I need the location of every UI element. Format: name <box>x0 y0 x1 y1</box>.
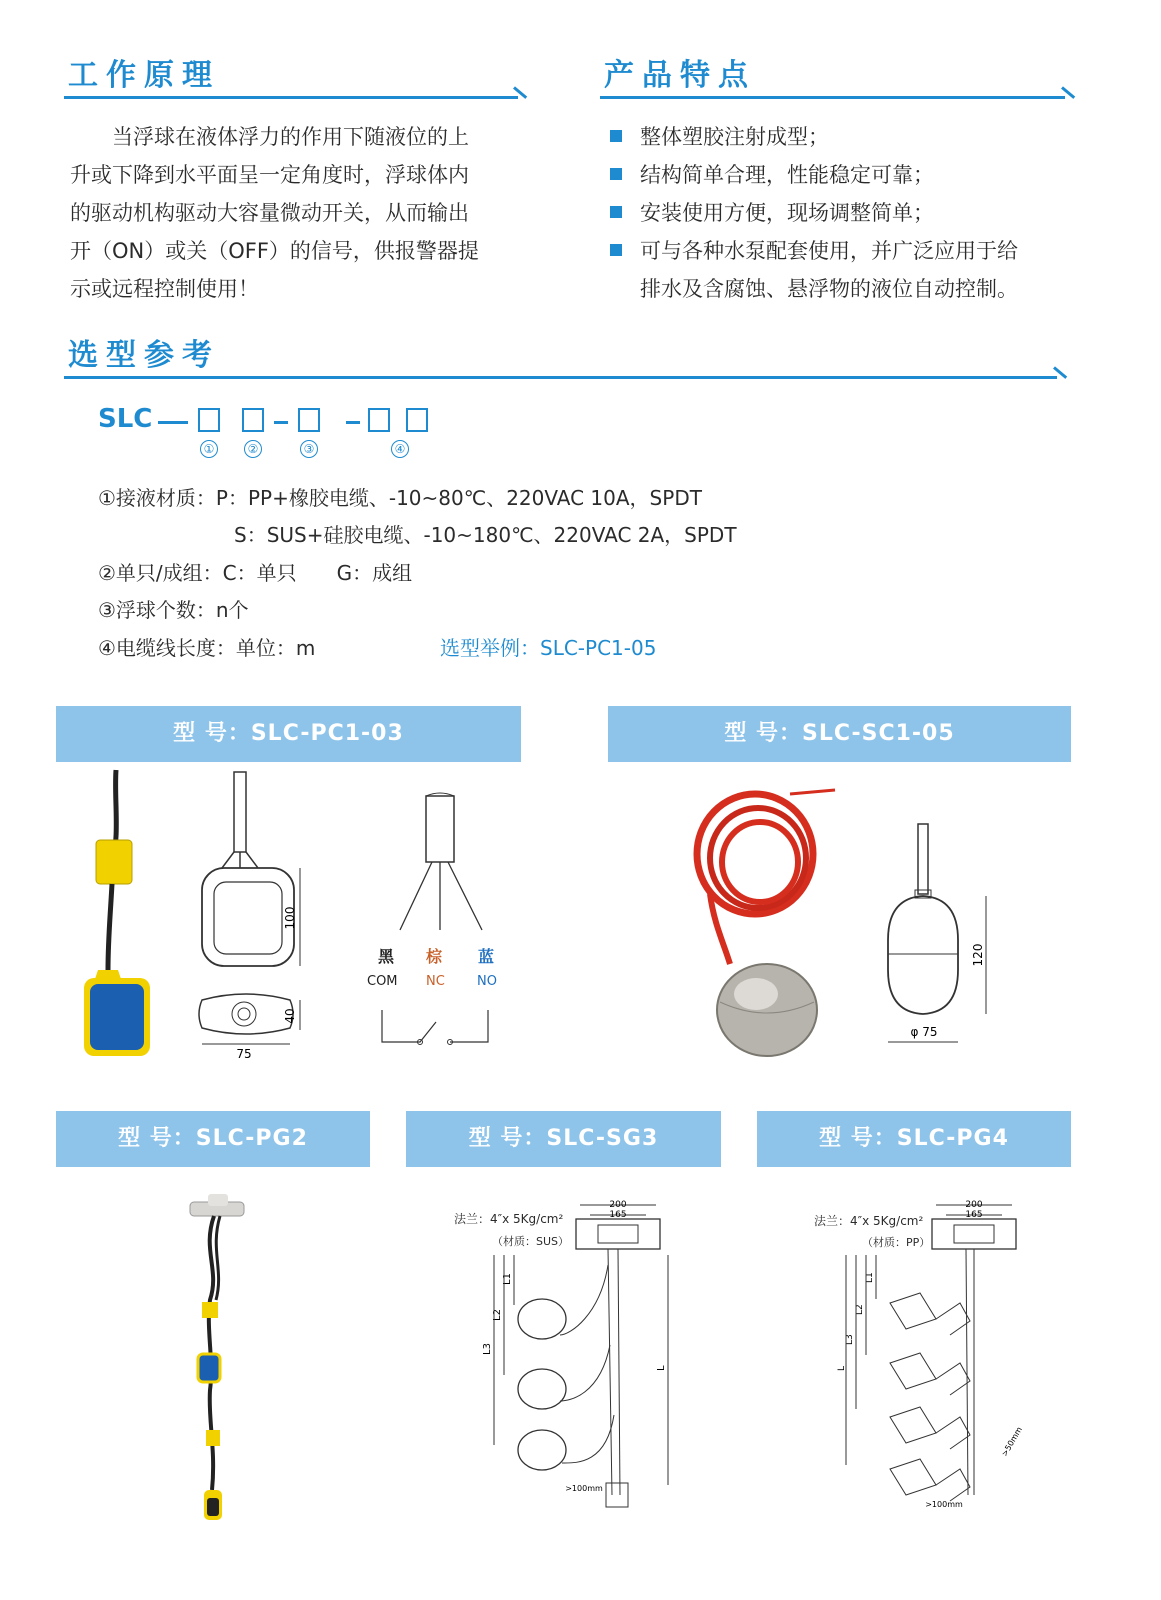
pg4-l1: L1 <box>865 1272 875 1283</box>
feature-item: 结构简单合理，性能稳定可靠； <box>610 156 1130 194</box>
model-banner-pg2: 型 号：SLC-PG2 <box>56 1111 370 1167</box>
sg3-l: L <box>656 1365 667 1371</box>
code-box-4a <box>368 408 390 432</box>
principle-line: 开（ON）或关（OFF）的信号，供报警器提 <box>70 239 479 263</box>
pg4-flange-label: 法兰：4″x 5Kg/cm² <box>814 1214 924 1228</box>
feature-item: 可与各种水泵配套使用，并广泛应用于给 <box>610 232 1130 270</box>
principle-line: 升或下降到水平面呈一定角度时，浮球体内 <box>70 163 469 187</box>
sg3-flange-w2: 165 <box>609 1210 627 1220</box>
pg4-min-gap-50: >50mm <box>999 1425 1024 1458</box>
selection-divider <box>64 376 1057 379</box>
pc1-height-label: 100 <box>283 906 297 930</box>
pc1-wiring-diagram <box>370 790 510 1060</box>
code-box-2 <box>242 408 264 432</box>
feature-item: 安装使用方便，现场调整简单； <box>610 194 1130 232</box>
code-box-4b <box>406 408 428 432</box>
sg3-flange-label: 法兰：4″x 5Kg/cm² <box>454 1212 564 1226</box>
pg4-l3: L3 <box>845 1334 855 1345</box>
sg3-material-label: （材质：SUS） <box>492 1235 570 1248</box>
wire-color-black: 黑 <box>378 947 395 966</box>
code-marker-3: ③ <box>300 440 318 458</box>
sg3-l3: L3 <box>482 1343 493 1355</box>
code-marker-4: ④ <box>391 440 409 458</box>
selection-example: 选型举例：SLC-PC1-05 <box>440 636 657 660</box>
code-box-1 <box>198 408 220 432</box>
wire-code-no: NO <box>477 974 497 989</box>
sg3-flange-w1: 200 <box>609 1200 627 1210</box>
bullet-icon <box>610 206 622 218</box>
wire-color-blue: 蓝 <box>478 947 495 966</box>
code-dash <box>346 421 360 424</box>
bullet-icon <box>610 130 622 142</box>
pg4-material-label: （材质：PP） <box>862 1236 931 1249</box>
wire-color-brown: 棕 <box>426 947 443 966</box>
code-dash <box>158 421 188 424</box>
principle-title: 工作原理 <box>68 58 220 93</box>
sc1-height-label: 120 <box>971 943 985 967</box>
sg3-min-gap: >100mm <box>565 1484 603 1493</box>
model-banner-pc1-03: 型 号：SLC-PC1-03 <box>56 706 521 762</box>
model-banner-pg4: 型 号：SLC-PG4 <box>757 1111 1071 1167</box>
sg3-l1: L1 <box>502 1273 513 1285</box>
sc1-dimension-drawing <box>878 820 1008 1050</box>
spec-cable-length: ④电缆线长度：单位：m <box>98 636 316 660</box>
pg4-l2: L2 <box>855 1304 865 1315</box>
principle-text <box>70 118 540 308</box>
features-divider <box>600 96 1065 99</box>
code-prefix: SLC <box>98 404 153 434</box>
principle-line: 的驱动机构驱动大容量微动开关，从而输出 <box>70 201 469 225</box>
pc1-width-label: 75 <box>236 1047 252 1061</box>
pg2-float-photo <box>180 1190 260 1530</box>
pc1-float-photo <box>76 770 166 1060</box>
pg4-min-gap: >100mm <box>925 1500 963 1509</box>
sg3-dimension-drawing <box>480 1195 700 1525</box>
spec-material-s: S：SUS+硅胶电缆、-10~180℃、220VAC 2A，SPDT <box>234 523 737 547</box>
bullet-icon <box>610 244 622 256</box>
feature-item-cont: 排水及含腐蚀、悬浮物的液位自动控制。 <box>640 277 1018 301</box>
sc1-float-photo <box>690 784 850 1064</box>
pc1-depth-label: 40 <box>283 1008 297 1024</box>
feature-item: 整体塑胶注射成型； <box>610 118 1130 156</box>
pc1-dimension-drawing <box>196 768 316 1068</box>
pg4-flange-w2: 165 <box>965 1210 983 1220</box>
bullet-icon <box>610 168 622 180</box>
features-title: 产品特点 <box>604 58 756 93</box>
spec-float-count: ③浮球个数：n个 <box>98 598 249 622</box>
wire-code-com: COM <box>367 974 398 989</box>
code-dash <box>274 421 288 424</box>
features-list <box>610 118 1130 308</box>
model-banner-sg3: 型 号：SLC-SG3 <box>406 1111 721 1167</box>
pg4-l: L <box>837 1365 847 1371</box>
principle-line: 当浮球在液体浮力的作用下随液位的上 <box>70 125 469 149</box>
sc1-dia-label: φ 75 <box>910 1025 938 1039</box>
wire-code-nc: NC <box>426 974 445 989</box>
model-banner-sc1-05: 型 号：SLC-SC1-05 <box>608 706 1071 762</box>
selection-title: 选型参考 <box>68 338 220 373</box>
principle-divider <box>64 96 518 99</box>
principle-line: 示或远程控制使用！ <box>70 277 259 301</box>
pg4-dimension-drawing <box>837 1195 1040 1525</box>
pg4-flange-w1: 200 <box>965 1200 983 1210</box>
code-marker-2: ② <box>244 440 262 458</box>
spec-single-group: ②单只/成组：C：单只 G：成组 <box>98 561 413 585</box>
sg3-l2: L2 <box>492 1309 503 1321</box>
code-box-3 <box>298 408 320 432</box>
code-marker-1: ① <box>200 440 218 458</box>
spec-material-p: ①接液材质：P：PP+橡胶电缆、-10~80℃、220VAC 10A，SPDT <box>98 486 702 510</box>
